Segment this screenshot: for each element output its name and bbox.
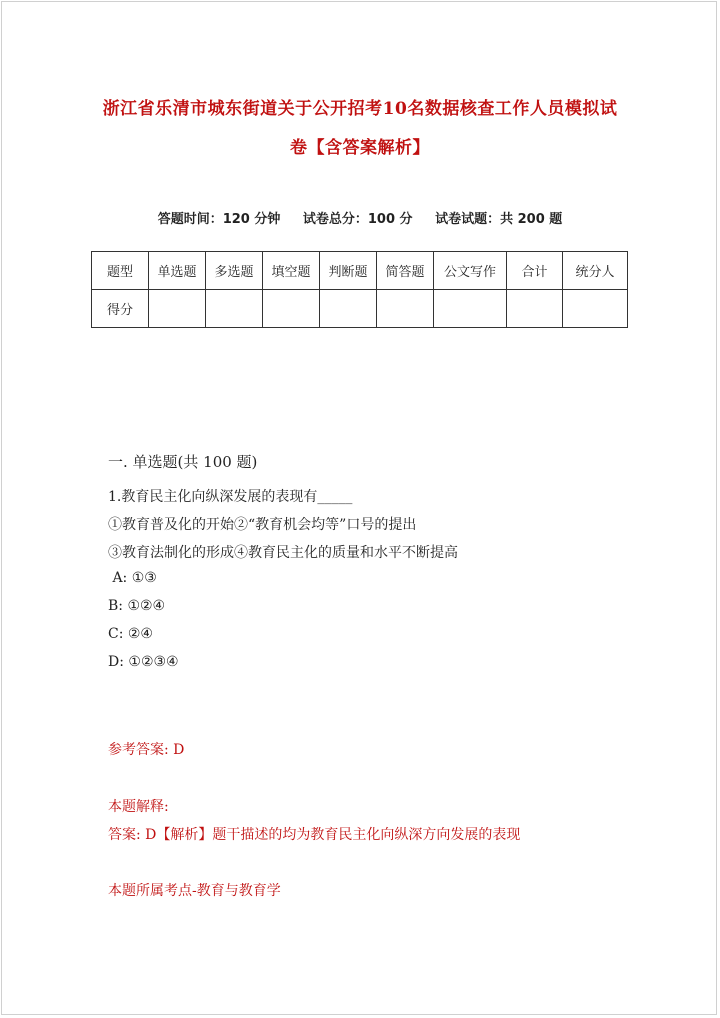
- option-b: B: ①②④: [108, 598, 166, 614]
- reference-answer: 参考答案: D: [108, 742, 185, 758]
- exam-time: 答题时间：120 分钟: [157, 212, 281, 227]
- option-a: A: ①③: [108, 570, 157, 586]
- score-table: [91, 251, 628, 328]
- header-cell: 判断题: [320, 252, 377, 290]
- exam-meta: [0, 208, 720, 227]
- score-cell: [206, 290, 263, 328]
- question-item: ①教育普及化的开始②“教育机会均等”口号的提出: [108, 517, 417, 533]
- header-cell: 多选题: [206, 252, 263, 290]
- exam-title-line-2: 卷【含答案解析】: [290, 138, 430, 158]
- header-cell: 单选题: [149, 252, 206, 290]
- score-cell: [320, 290, 377, 328]
- row-label-cell: 得分: [92, 290, 149, 328]
- exam-title-line-1: 浙江省乐清市城东街道关于公开招考10名数据核查工作人员模拟试: [102, 99, 618, 119]
- score-cell: [377, 290, 434, 328]
- explanation-label: 本题解释:: [108, 799, 169, 815]
- score-cell: [563, 290, 628, 328]
- score-table-score-row: [92, 290, 628, 328]
- header-cell: 合计: [507, 252, 563, 290]
- header-cell: 统分人: [563, 252, 628, 290]
- header-cell: 填空题: [263, 252, 320, 290]
- question-item: ③教育法制化的形成④教育民主化的质量和水平不断提高: [108, 545, 458, 561]
- exam-question-count: 试卷试题：共 200 题: [435, 212, 563, 227]
- header-cell: 简答题: [377, 252, 434, 290]
- score-cell: [434, 290, 507, 328]
- topic-label: 本题所属考点-教育与教育学: [108, 883, 281, 899]
- header-cell: 公文写作: [434, 252, 507, 290]
- option-c: C: ②④: [108, 626, 153, 642]
- question-stem: 1.教育民主化向纵深发展的表现有_____: [108, 489, 353, 505]
- header-cell: 题型: [92, 252, 149, 290]
- score-cell: [149, 290, 206, 328]
- exam-total-score: 试卷总分：100 分: [302, 212, 413, 227]
- section-title: 一. 单选题(共 100 题): [108, 453, 258, 471]
- score-cell: [263, 290, 320, 328]
- option-d: D: ①②③④: [108, 654, 179, 670]
- score-table-header-row: [92, 252, 628, 290]
- explanation-text: 答案: D【解析】题干描述的均为教育民主化向纵深方向发展的表现: [108, 827, 521, 843]
- score-cell: [507, 290, 563, 328]
